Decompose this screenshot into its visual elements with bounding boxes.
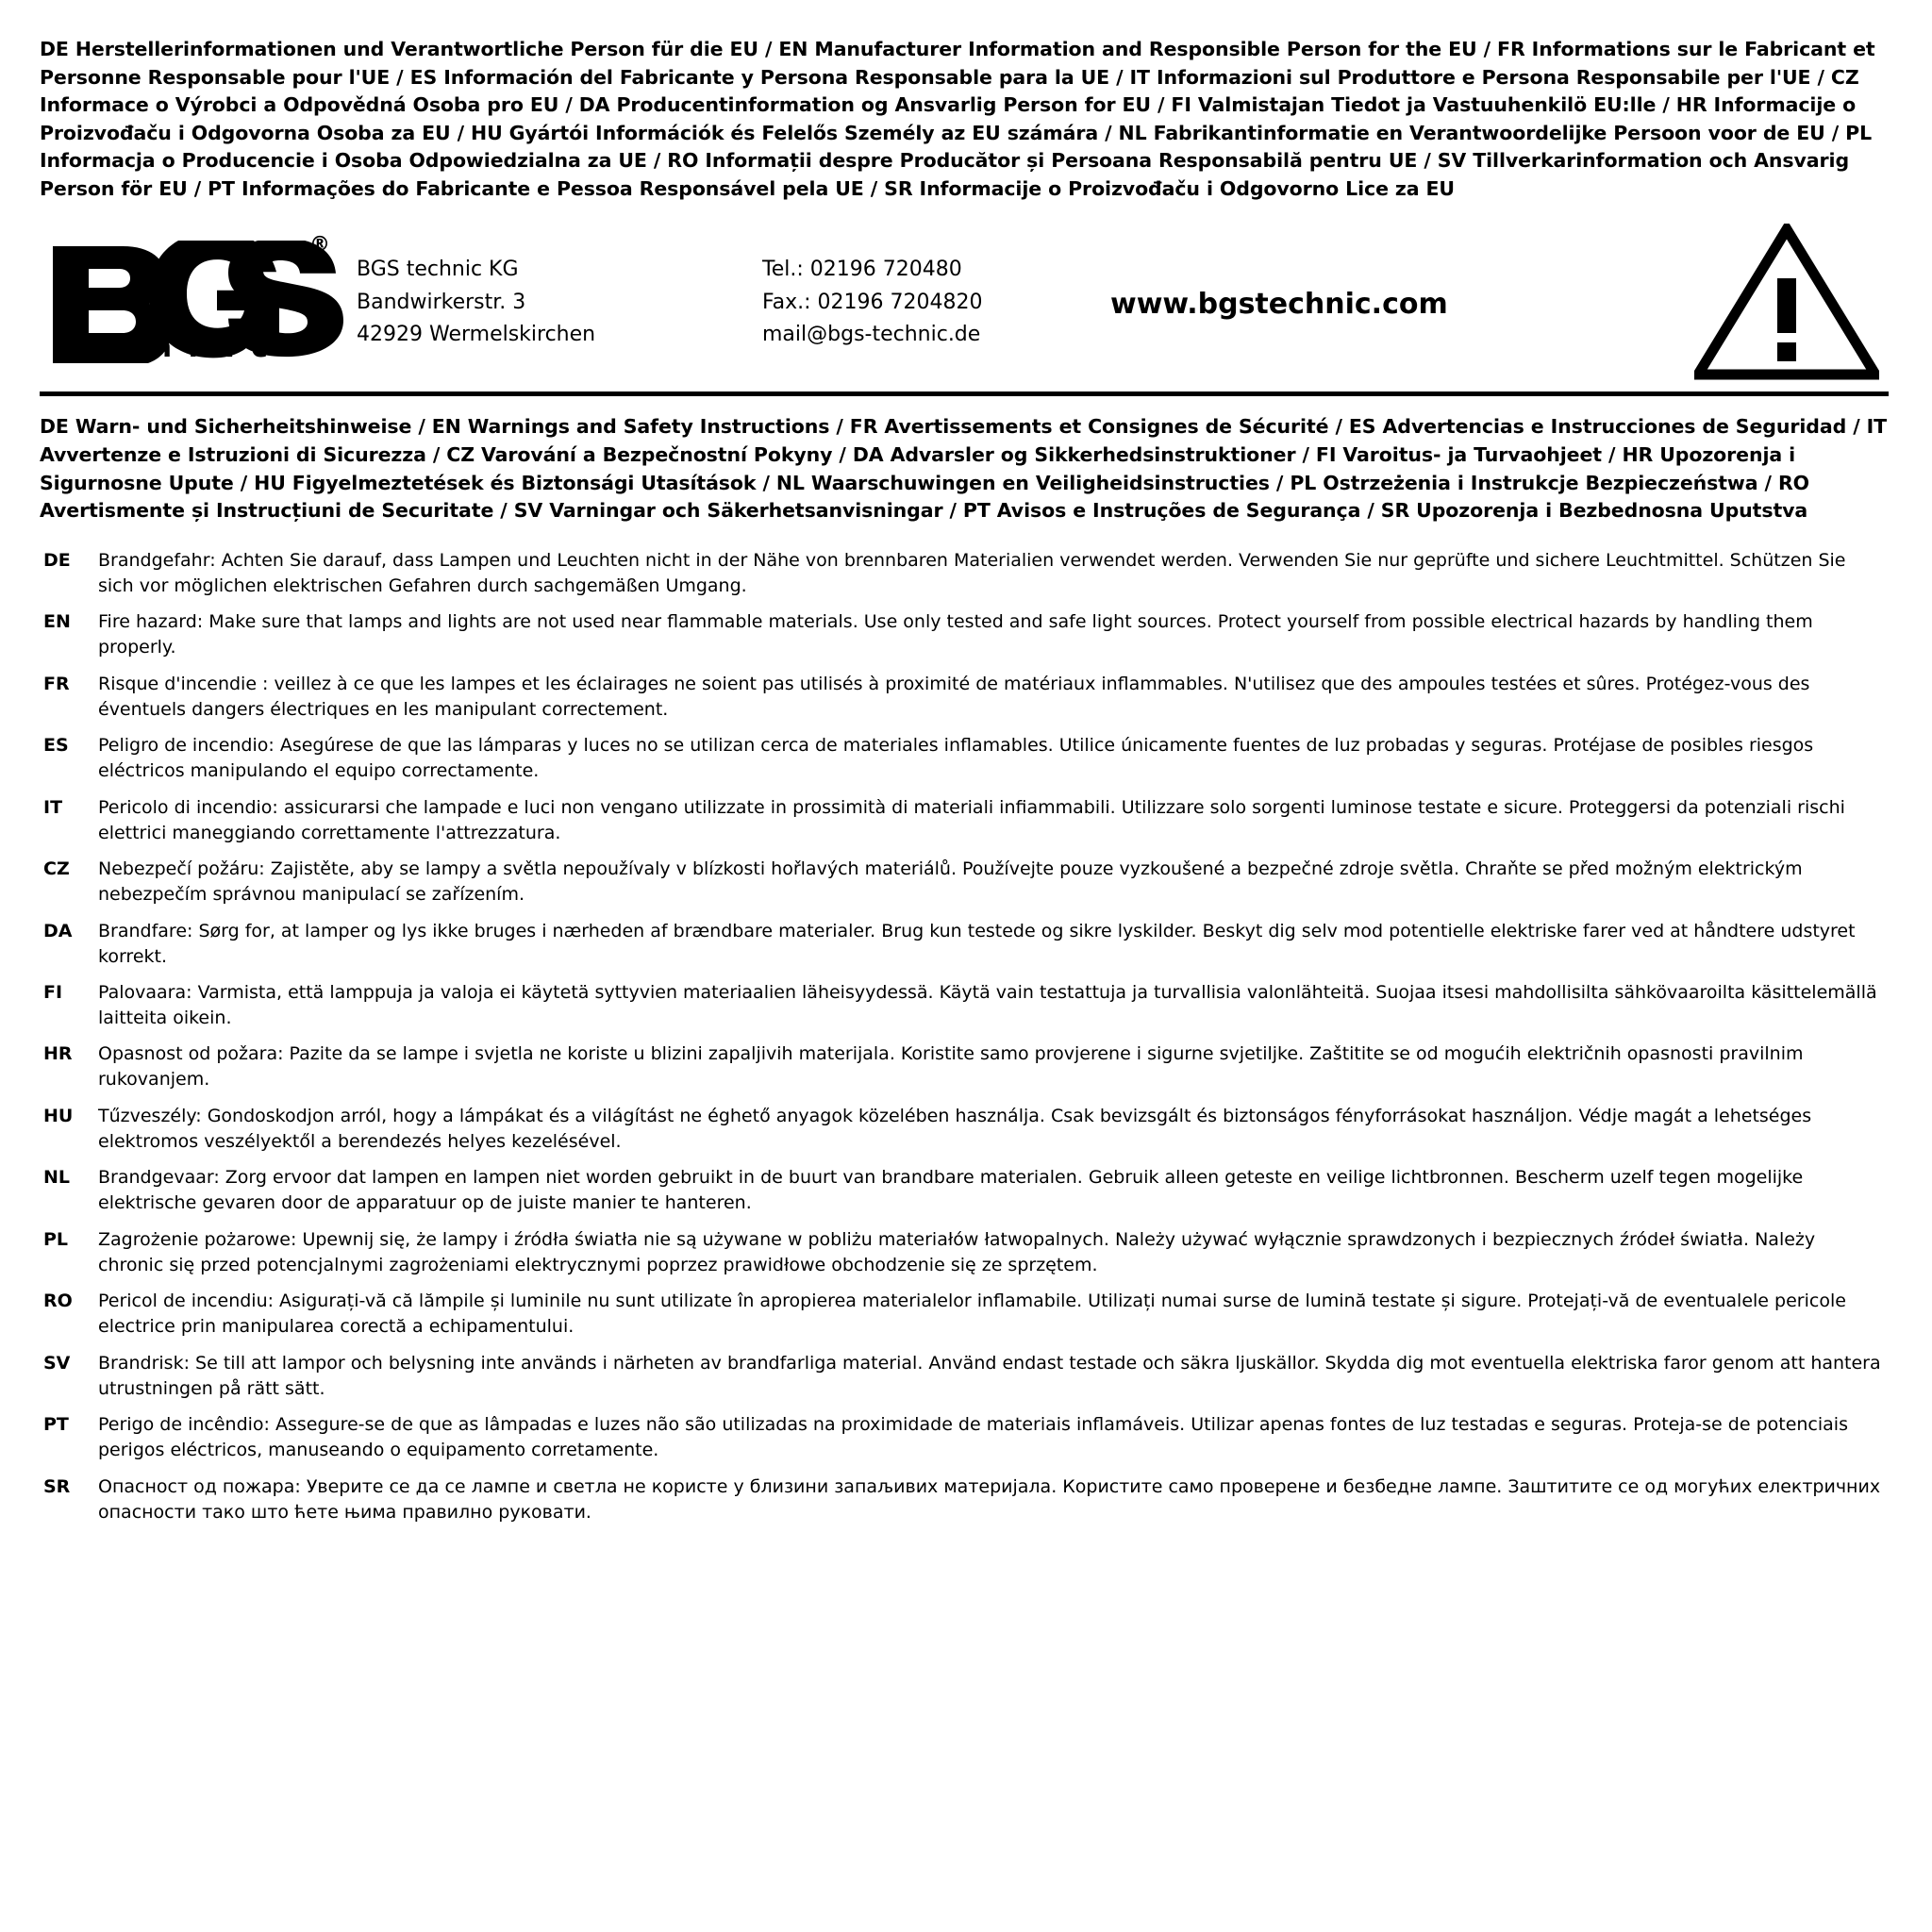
list-item bbox=[40, 1474, 1889, 1525]
bgs-logo-subtext: t e c h n i c bbox=[53, 330, 272, 364]
list-item bbox=[40, 1041, 1889, 1092]
language-text: Brandrisk: Se till att lampor och belysning inte används i närheten av brandfarliga material. Använd endast testade och säkra ljuskällor. Skydda dig mot eventuella elektriska faror genom att hantera utrustningen på rätt sätt. bbox=[98, 1352, 1881, 1399]
language-code: IT bbox=[43, 796, 63, 818]
language-text: Risque d'incendie : veillez à ce que les lampes et les éclairages ne soient pas utilisés à proximité de matériaux inflammables. N'utilisez que des ampoules testées et sûres. Protégez-vous des éventuels dangers électriques en les manipulant correctement. bbox=[98, 673, 1810, 720]
language-code: PT bbox=[43, 1414, 69, 1436]
list-item bbox=[40, 672, 1889, 723]
company-name: BGS technic KG bbox=[357, 257, 519, 281]
bgs-logo bbox=[40, 232, 357, 364]
company-email[interactable]: mail@bgs-technic.de bbox=[762, 323, 981, 347]
list-item bbox=[40, 795, 1889, 846]
language-text: Brandgevaar: Zorg ervoor dat lampen en lampen niet worden gebruikt in de buurt van brandbare materialen. Gebruik alleen geteste en veilige lichtbronnen. Bescherm uzelf tegen mogelijke elektrische gevaren door de apparatuur op de juiste manier te hanteren. bbox=[98, 1167, 1804, 1214]
language-code: ES bbox=[43, 735, 69, 757]
language-text: Opasnost od požara: Pazite da se lampe i svjetla ne koriste u blizini zapaljivih materijala. Koristite samo provjerene i sigurne svjetiljke. Zaštitite se od mogućih električnih opasnosti pravilnim rukovanjem. bbox=[98, 1043, 1804, 1091]
language-code: FI bbox=[43, 982, 63, 1004]
list-item bbox=[40, 1104, 1889, 1155]
language-text: Fire hazard: Make sure that lamps and lights are not used near flammable materials. Use only tested and safe light sources. Protect yourself from possible electrical hazards by handling them properly. bbox=[98, 611, 1813, 658]
company-contact-band bbox=[40, 216, 1889, 396]
list-item bbox=[40, 1412, 1889, 1463]
language-warning-list bbox=[40, 548, 1889, 1525]
list-item bbox=[40, 980, 1889, 1031]
manufacturer-information-heading: DE Herstellerinformationen und Verantwortliche Person für die EU / EN Manufacturer Information and Responsible Person for the EU / FR Informations sur le Fabricant et Personne Responsable pour l'UE / ES Información del Fabricante y Persona Responsable para la UE / IT Informazioni sul Produttore e Persona Responsabile per l'UE / CZ Informace o Výrobci a Odpovědná Osoba pro EU / DA Producentinformation og Ansvarlig Person for EU / FI Valmistajan Tiedot ja Vastuuhenkilö EU:lle / HR Informacije o Proizvođaču i Odgovorna Osoba za EU / HU Gyártói Információk és Felelős Személy az EU számára / NL Fabrikantinformatie en Verantwoordelijke Persoon voor de EU / PL Informacja o Producencie i Osoba Odpowiedzialna za UE / RO Informații despre Producător și Persoana Responsabilă pentru UE / SV Tillverkarinformation och Ansvarig Person för EU / PT Informações do Fabricante e Pessoa Responsável pela UE / SR Informacije o Proizvođaču i Odgovorno Lice za EU bbox=[40, 38, 1875, 200]
list-item bbox=[40, 1227, 1889, 1278]
language-text: Pericolo di incendio: assicurarsi che lampade e luci non vengano utilizzate in prossimità di materiali infiammabili. Utilizzare solo sorgenti luminose testate e sicure. Proteggersi da potenziali rischi elettrici maneggiando correttamente l'attrezzatura. bbox=[98, 796, 1845, 843]
list-item bbox=[40, 857, 1889, 908]
language-code: PL bbox=[43, 1228, 69, 1250]
company-address bbox=[357, 252, 762, 352]
language-code: DA bbox=[43, 920, 73, 941]
language-code: SR bbox=[43, 1475, 71, 1497]
language-text: Brandgefahr: Achten Sie darauf, dass Lampen und Leuchten nicht in der Nähe von brennbaren Materialien verwendet werden. Verwenden Sie nur geprüfte und sichere Leuchtmittel. Schützen Sie sich vor möglichen elektrischen Gefahren durch sachgemäßen Umgang. bbox=[98, 549, 1846, 596]
language-code: FR bbox=[43, 673, 70, 694]
language-code: CZ bbox=[43, 858, 70, 880]
list-item bbox=[40, 548, 1889, 599]
language-text: Palovaara: Varmista, että lamppuja ja valoja ei käytetä syttyvien materiaalien läheisyydessä. Käytä vain testattuja ja turvallisia valonlähteitä. Suojaa itsesi mahdollisilta sähkövaaroilta käsittelemällä laitteita oikein. bbox=[98, 982, 1877, 1028]
list-item bbox=[40, 1165, 1889, 1216]
warnings-safety-heading: DE Warn- und Sicherheitshinweise / EN Warnings and Safety Instructions / FR Avertissements et Consignes de Sécurité / ES Advertencias e Instrucciones de Seguridad / IT Avvertenze e Istruzioni di Sicurezza / CZ Varování a Bezpečnostní Pokyny / DA Advarsler og Sikkerhedsinstruktioner / FI Varoitus- ja Turvaohjeet / HR Upozorenja i Sigurnosne Upute / HU Figyelmeztetések és Biztonsági Utasítások / NL Waarschuwingen en Veiligheidsinstructies / PL Ostrzeżenia i Instrukcje Bezpieczeństwa / RO Avertismente și Instrucțiuni de Securitate / SV Varningar och Säkerhetsanvisningar / PT Avisos e Instruções de Segurança / SR Upozorenja i Bezbednosna Uputstva bbox=[40, 415, 1888, 523]
language-text: Nebezpečí požáru: Zajistěte, aby se lampy a světla nepoužívaly v blízkosti hořlavých materiálů. Používejte pouze vyzkoušené a bezpečné zdroje světla. Chraňte se před možným elektrickým nebezpečím správnou manipulací se zařízením. bbox=[98, 858, 1803, 906]
list-item bbox=[40, 919, 1889, 970]
company-fax: Fax.: 02196 7204820 bbox=[762, 290, 983, 314]
company-tel: Tel.: 02196 720480 bbox=[762, 257, 962, 281]
language-text: Peligro de incendio: Asegúrese de que las lámparas y luces no se utilizan cerca de materiales inflamables. Utilice únicamente fuentes de luz probadas y seguras. Protéjase de posibles riesgos eléctricos manipulando el equipo correctamente. bbox=[98, 735, 1814, 782]
language-text: Pericol de incendiu: Asigurați-vă că lămpile și luminile nu sunt utilizate în apropierea materialelor inflamabile. Utilizați numai surse de lumină testate și sigure. Protejați-vă de eventualele pericole electrice prin manipularea corectă a echipamentului. bbox=[98, 1291, 1846, 1338]
language-code: HU bbox=[43, 1105, 74, 1126]
language-text: Tűzveszély: Gondoskodjon arról, hogy a lámpákat és a világítást ne éghető anyagok közelében használja. Csak bevizsgált és biztonságos fényforrásokat használjon. Védje magát a lehetséges elektromos veszélyektől a berendezés helyes kezelésével. bbox=[98, 1105, 1812, 1152]
language-code: SV bbox=[43, 1352, 71, 1374]
company-city: 42929 Wermelskirchen bbox=[357, 323, 596, 347]
list-item bbox=[40, 733, 1889, 784]
registered-trademark-icon: ® bbox=[309, 232, 330, 257]
language-code: NL bbox=[43, 1167, 71, 1189]
company-street: Bandwirkerstr. 3 bbox=[357, 290, 526, 314]
language-text: Brandfare: Sørg for, at lamper og lys ikke bruges i nærheden af brændbare materialer. Brug kun testede og sikre lyskilder. Beskyt dig selv mod potentielle elektriske farer ved at håndtere udstyret korrekt. bbox=[98, 920, 1856, 967]
company-website[interactable]: www.bgstechnic.com bbox=[1110, 287, 1448, 321]
language-code: DE bbox=[43, 549, 71, 571]
language-code: EN bbox=[43, 611, 71, 633]
list-item bbox=[40, 1289, 1889, 1340]
language-text: Perigo de incêndio: Assegure-se de que as lâmpadas e luzes não são utilizadas na proximidade de materiais inflamáveis. Utilizar apenas fontes de luz testadas e seguras. Proteja-se de potenciais perigos eléctricos, manuseando o equipamento corretamente. bbox=[98, 1414, 1848, 1461]
language-text: Опасност од пожара: Уверите се да се лампе и светла не користе у близини запаљивих материјала. Користите само проверене и безбедне лампе. Заштитите се од могућих електричних опасности тако што ћете њима правилно руковати. bbox=[98, 1475, 1881, 1523]
language-code: HR bbox=[43, 1043, 73, 1065]
language-code: RO bbox=[43, 1291, 73, 1312]
list-item bbox=[40, 609, 1889, 660]
warning-triangle-icon bbox=[1690, 224, 1889, 380]
company-contact bbox=[762, 252, 1088, 352]
language-text: Zagrożenie pożarowe: Upewnij się, że lampy i źródła światła nie są używane w pobliżu materiałów łatwopalnych. Należy używać wyłącznie sprawdzonych i bezpiecznych źródeł światła. Należy chronic się przed potencjalnymi zagrożeniami elektrycznymi poprzez prawidłowe obchodzenie się ze sprzętem. bbox=[98, 1228, 1816, 1275]
list-item bbox=[40, 1351, 1889, 1402]
